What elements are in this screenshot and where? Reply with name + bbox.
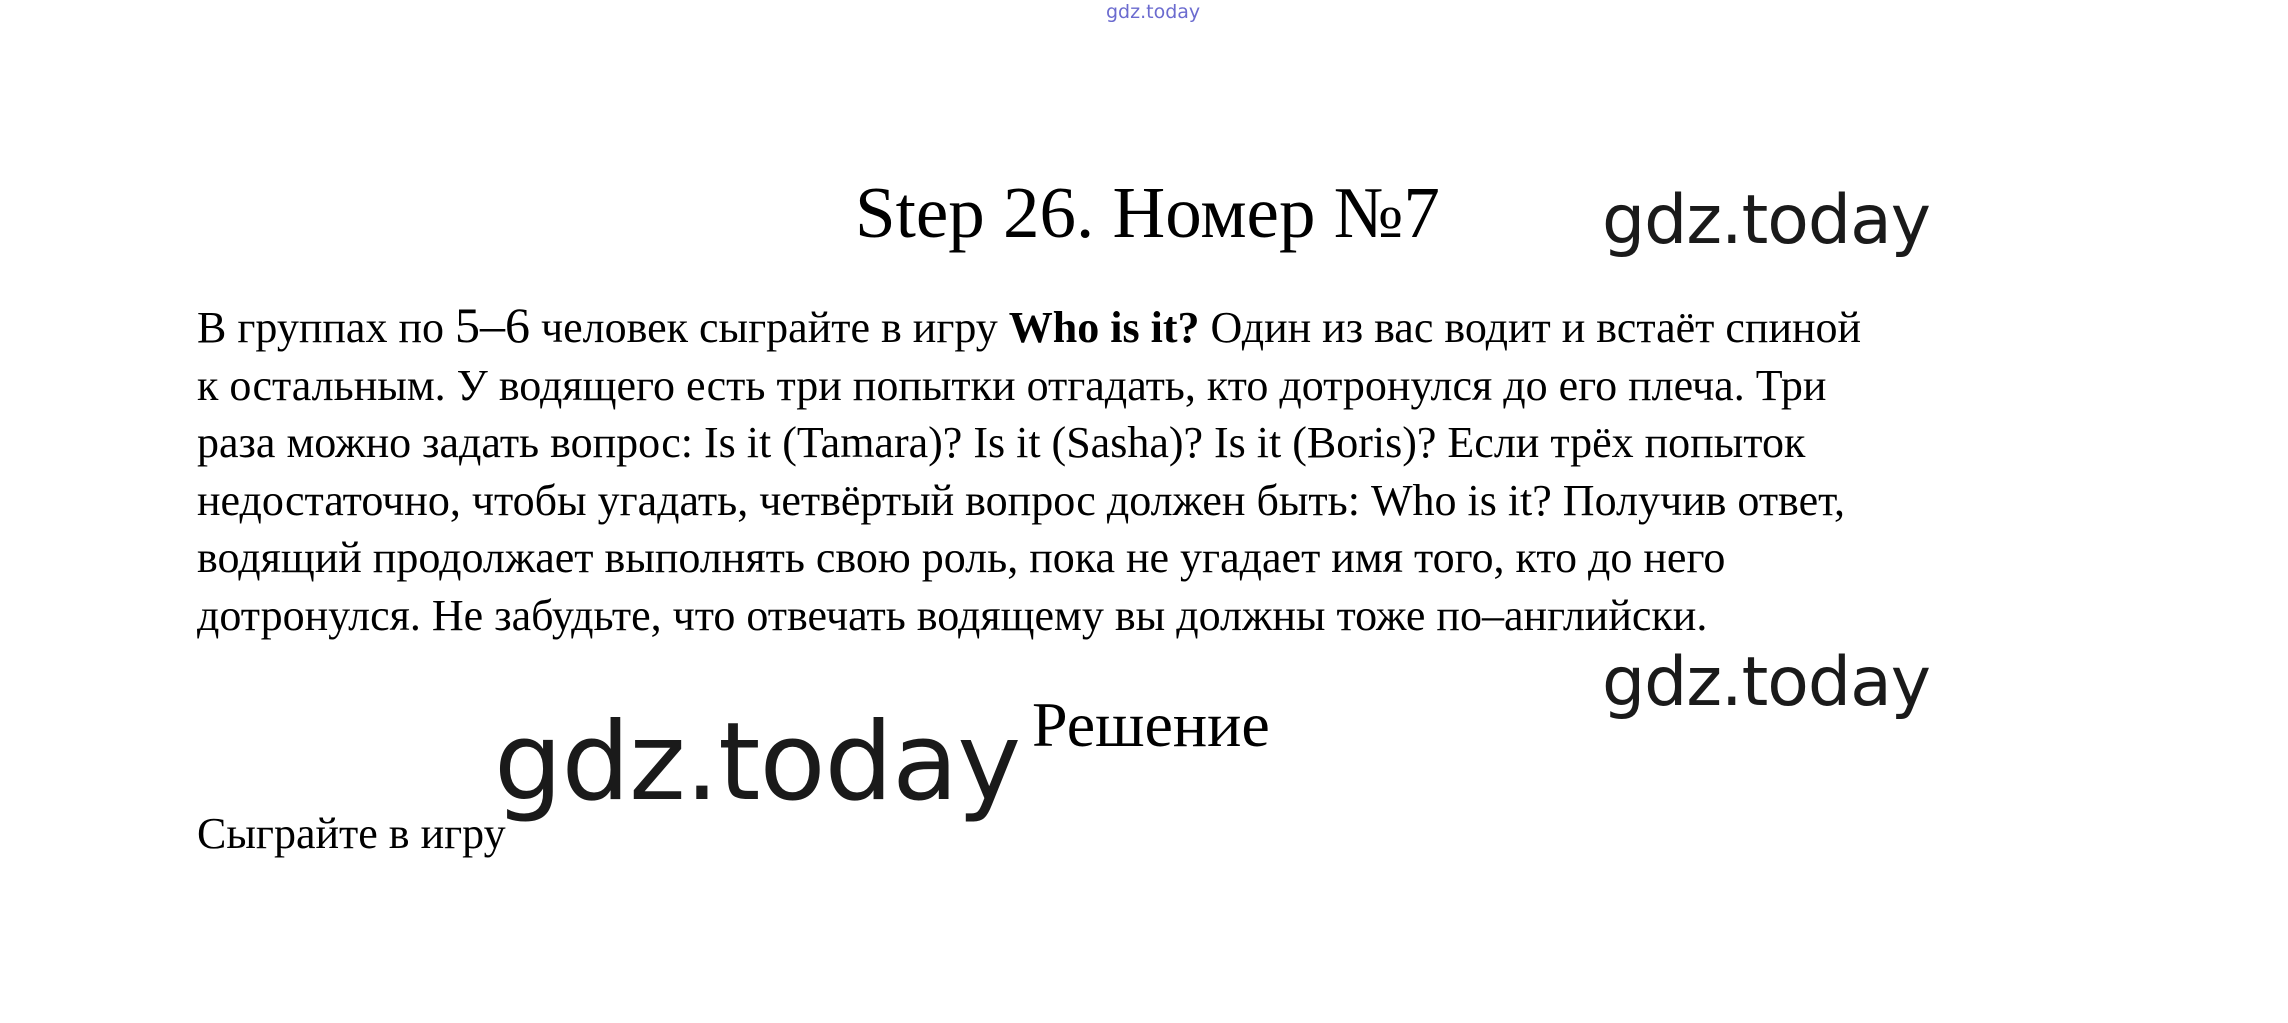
watermark: gdz.today <box>1602 181 1930 260</box>
task-line: раза можно задать вопрос: Is it (Tamara)? Is it (Sasha)? Is it (Boris)? Если трёх попыток <box>197 418 1806 467</box>
solution-heading: Решение <box>1032 689 1270 760</box>
page-title: Step 26. Номер №7 <box>855 172 1440 253</box>
task-line <box>197 297 2157 357</box>
task-text <box>197 297 2157 644</box>
task-text-segment: человек сыграйте в игру <box>529 303 1009 352</box>
solution-answer: Сыграйте в игру <box>197 809 506 858</box>
task-text-segment: Один из вас водит и встаёт спиной <box>1199 303 1862 352</box>
group-size-number: 5–6 <box>454 297 530 353</box>
top-watermark: gdz.today <box>1106 1 1201 23</box>
task-line: к остальным. У водящего есть три попытки отгадать, кто дотронулся до его плеча. Три <box>197 360 1827 410</box>
game-name: Who is it? <box>1008 303 1200 352</box>
task-line: дотронулся. Не забудьте, что отвечать водящему вы должны тоже по–английски. <box>197 590 1708 640</box>
task-text-segment: В группах по <box>197 303 455 352</box>
watermark: gdz.today <box>494 700 1021 825</box>
task-line: недостаточно, чтобы угадать, четвёртый вопрос должен быть: Who is it? Получив ответ, <box>197 475 1846 525</box>
watermark: gdz.today <box>1602 643 1930 722</box>
task-line: водящий продолжает выполнять свою роль, пока не угадает имя того, кто до него <box>197 533 1726 582</box>
